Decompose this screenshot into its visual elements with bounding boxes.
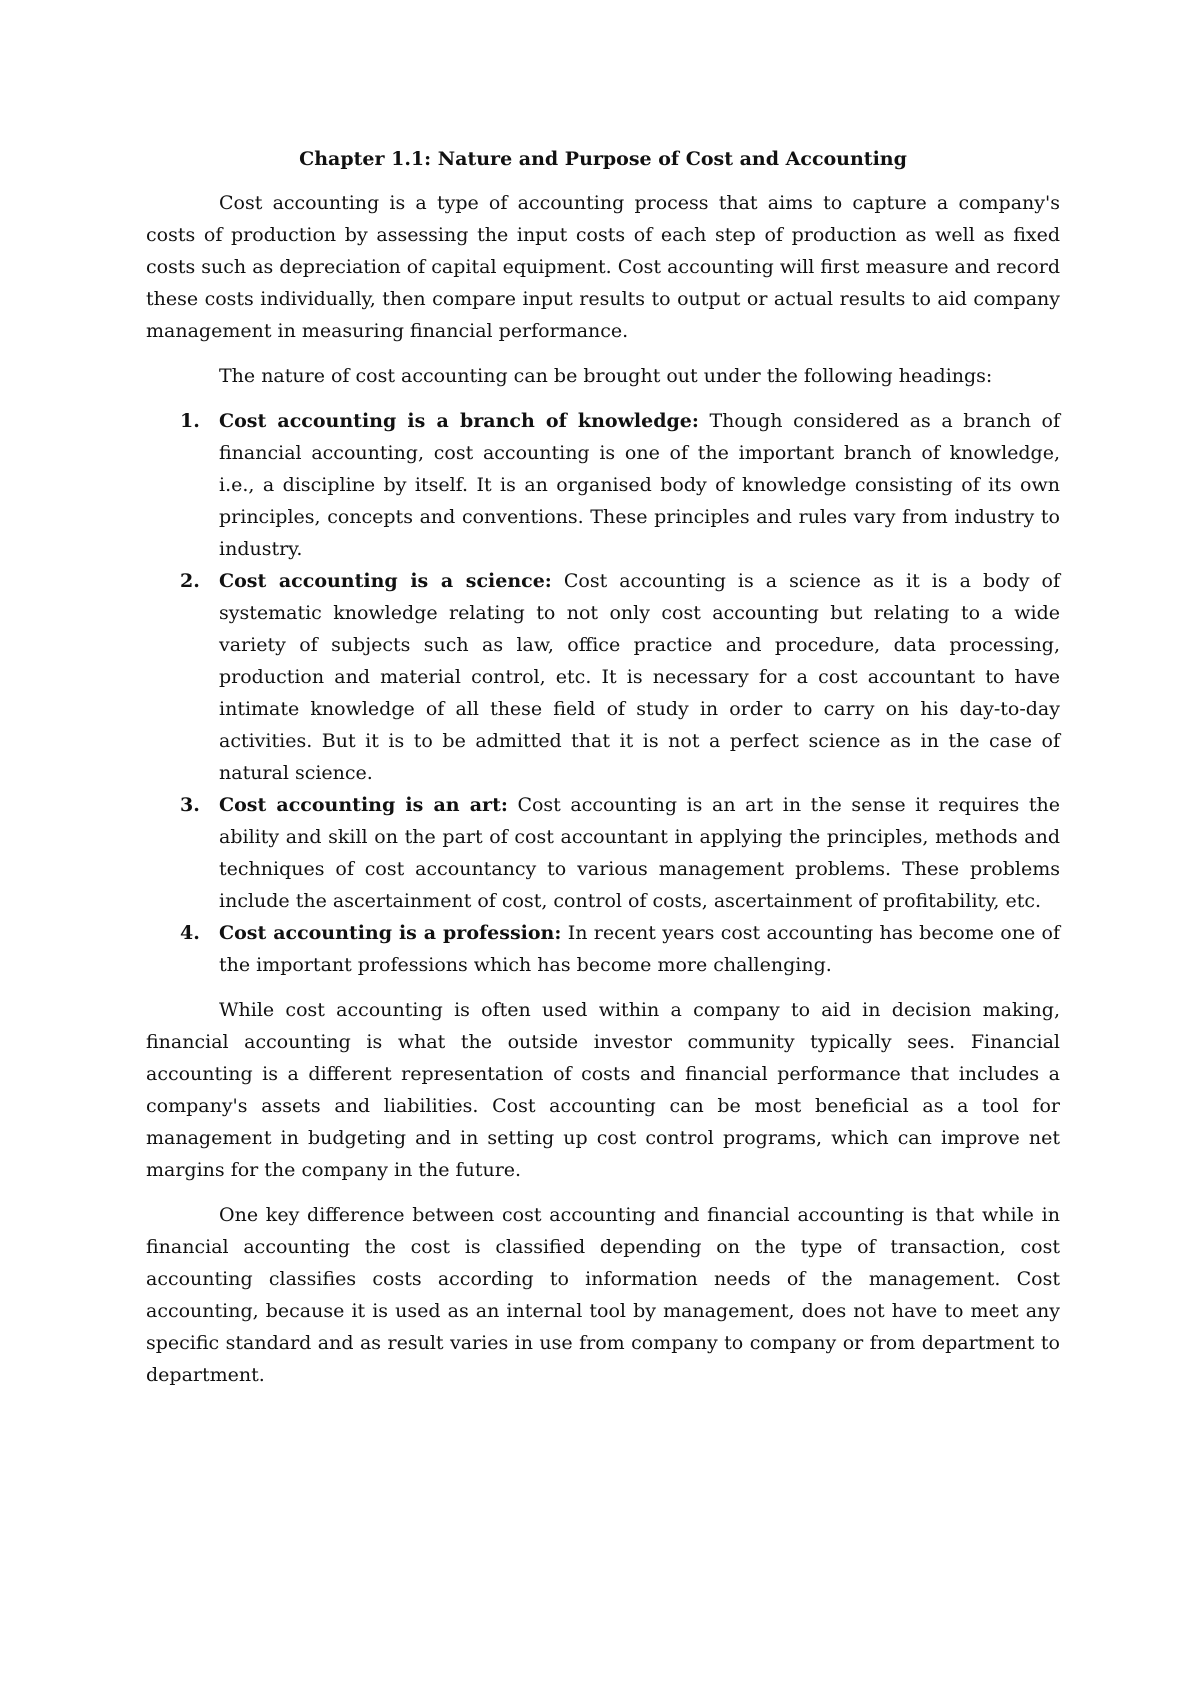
- lead-in-paragraph: The nature of cost accounting can be brought out under the following headings:: [219, 365, 993, 387]
- list-item: [146, 565, 1060, 789]
- list-item-number: 4.: [180, 922, 200, 944]
- list-item-term: Cost accounting is an art:: [219, 794, 508, 816]
- list-item-number: 3.: [180, 794, 200, 816]
- list-item-number: 1.: [180, 410, 200, 432]
- list-item: [146, 917, 1060, 981]
- list-item-term: Cost accounting is a branch of knowledge:: [219, 410, 699, 432]
- list-item-text: In recent years cost accounting has become one of the important professions which has become more challenging.: [219, 922, 1061, 976]
- list-item-number: 2.: [180, 570, 200, 592]
- list-item: [146, 789, 1060, 917]
- list-item-term: Cost accounting is a profession:: [219, 922, 562, 944]
- nature-headings-list: [146, 405, 1060, 981]
- intro-paragraph: Cost accounting is a type of accounting process that aims to capture a company's costs of production by assessing the input costs of each step of production as well as fixed costs such as depreciation of capital equipment. Cost accounting will first measure and record these costs individually, then compare input results to output or actual results to aid company management in measuring financial performance.: [146, 192, 1060, 342]
- list-item-text: Cost accounting is an art in the sense it requires the ability and skill on the part of cost accountant in applying the principles, methods and techniques of cost accountancy to various management problems. These problems include the ascertainment of cost, control of costs, ascertainment of profitability, etc.: [219, 794, 1060, 912]
- document-body: [146, 143, 1060, 1404]
- list-item-term: Cost accounting is a science:: [219, 570, 552, 592]
- page-title: Chapter 1.1: Nature and Purpose of Cost and Accounting: [299, 148, 907, 170]
- list-item-text: Though considered as a branch of financial accounting, cost accounting is one of the important branch of knowledge, i.e., a discipline by itself. It is an organised body of knowledge consisting of its own principles, concepts and conventions. These principles and rules vary from industry to industry.: [219, 410, 1060, 560]
- key-difference-paragraph: One key difference between cost accounting and financial accounting is that while in financial accounting the cost is classified depending on the type of transaction, cost accounting classifies costs according to information needs of the management. Cost accounting, because it is used as an internal tool by management, does not have to meet any specific standard and as result varies in use from company to company or from department to department.: [146, 1204, 1060, 1386]
- list-item: [146, 405, 1060, 565]
- financial-accounting-paragraph: While cost accounting is often used within a company to aid in decision making, financial accounting is what the outside investor community typically sees. Financial accounting is a different representation of costs and financial performance that includes a company's assets and liabilities. Cost accounting can be most beneficial as a tool for management in budgeting and in setting up cost control programs, which can improve net margins for the company in the future.: [146, 999, 1060, 1181]
- list-item-text: Cost accounting is a science as it is a body of systematic knowledge relating to not only cost accounting but relating to a wide variety of subjects such as law, office practice and procedure, data processing, production and material control, etc. It is necessary for a cost accountant to have intimate knowledge of all these field of study in order to carry on his day-to-day activities. But it is to be admitted that it is not a perfect science as in the case of natural science.: [219, 570, 1060, 784]
